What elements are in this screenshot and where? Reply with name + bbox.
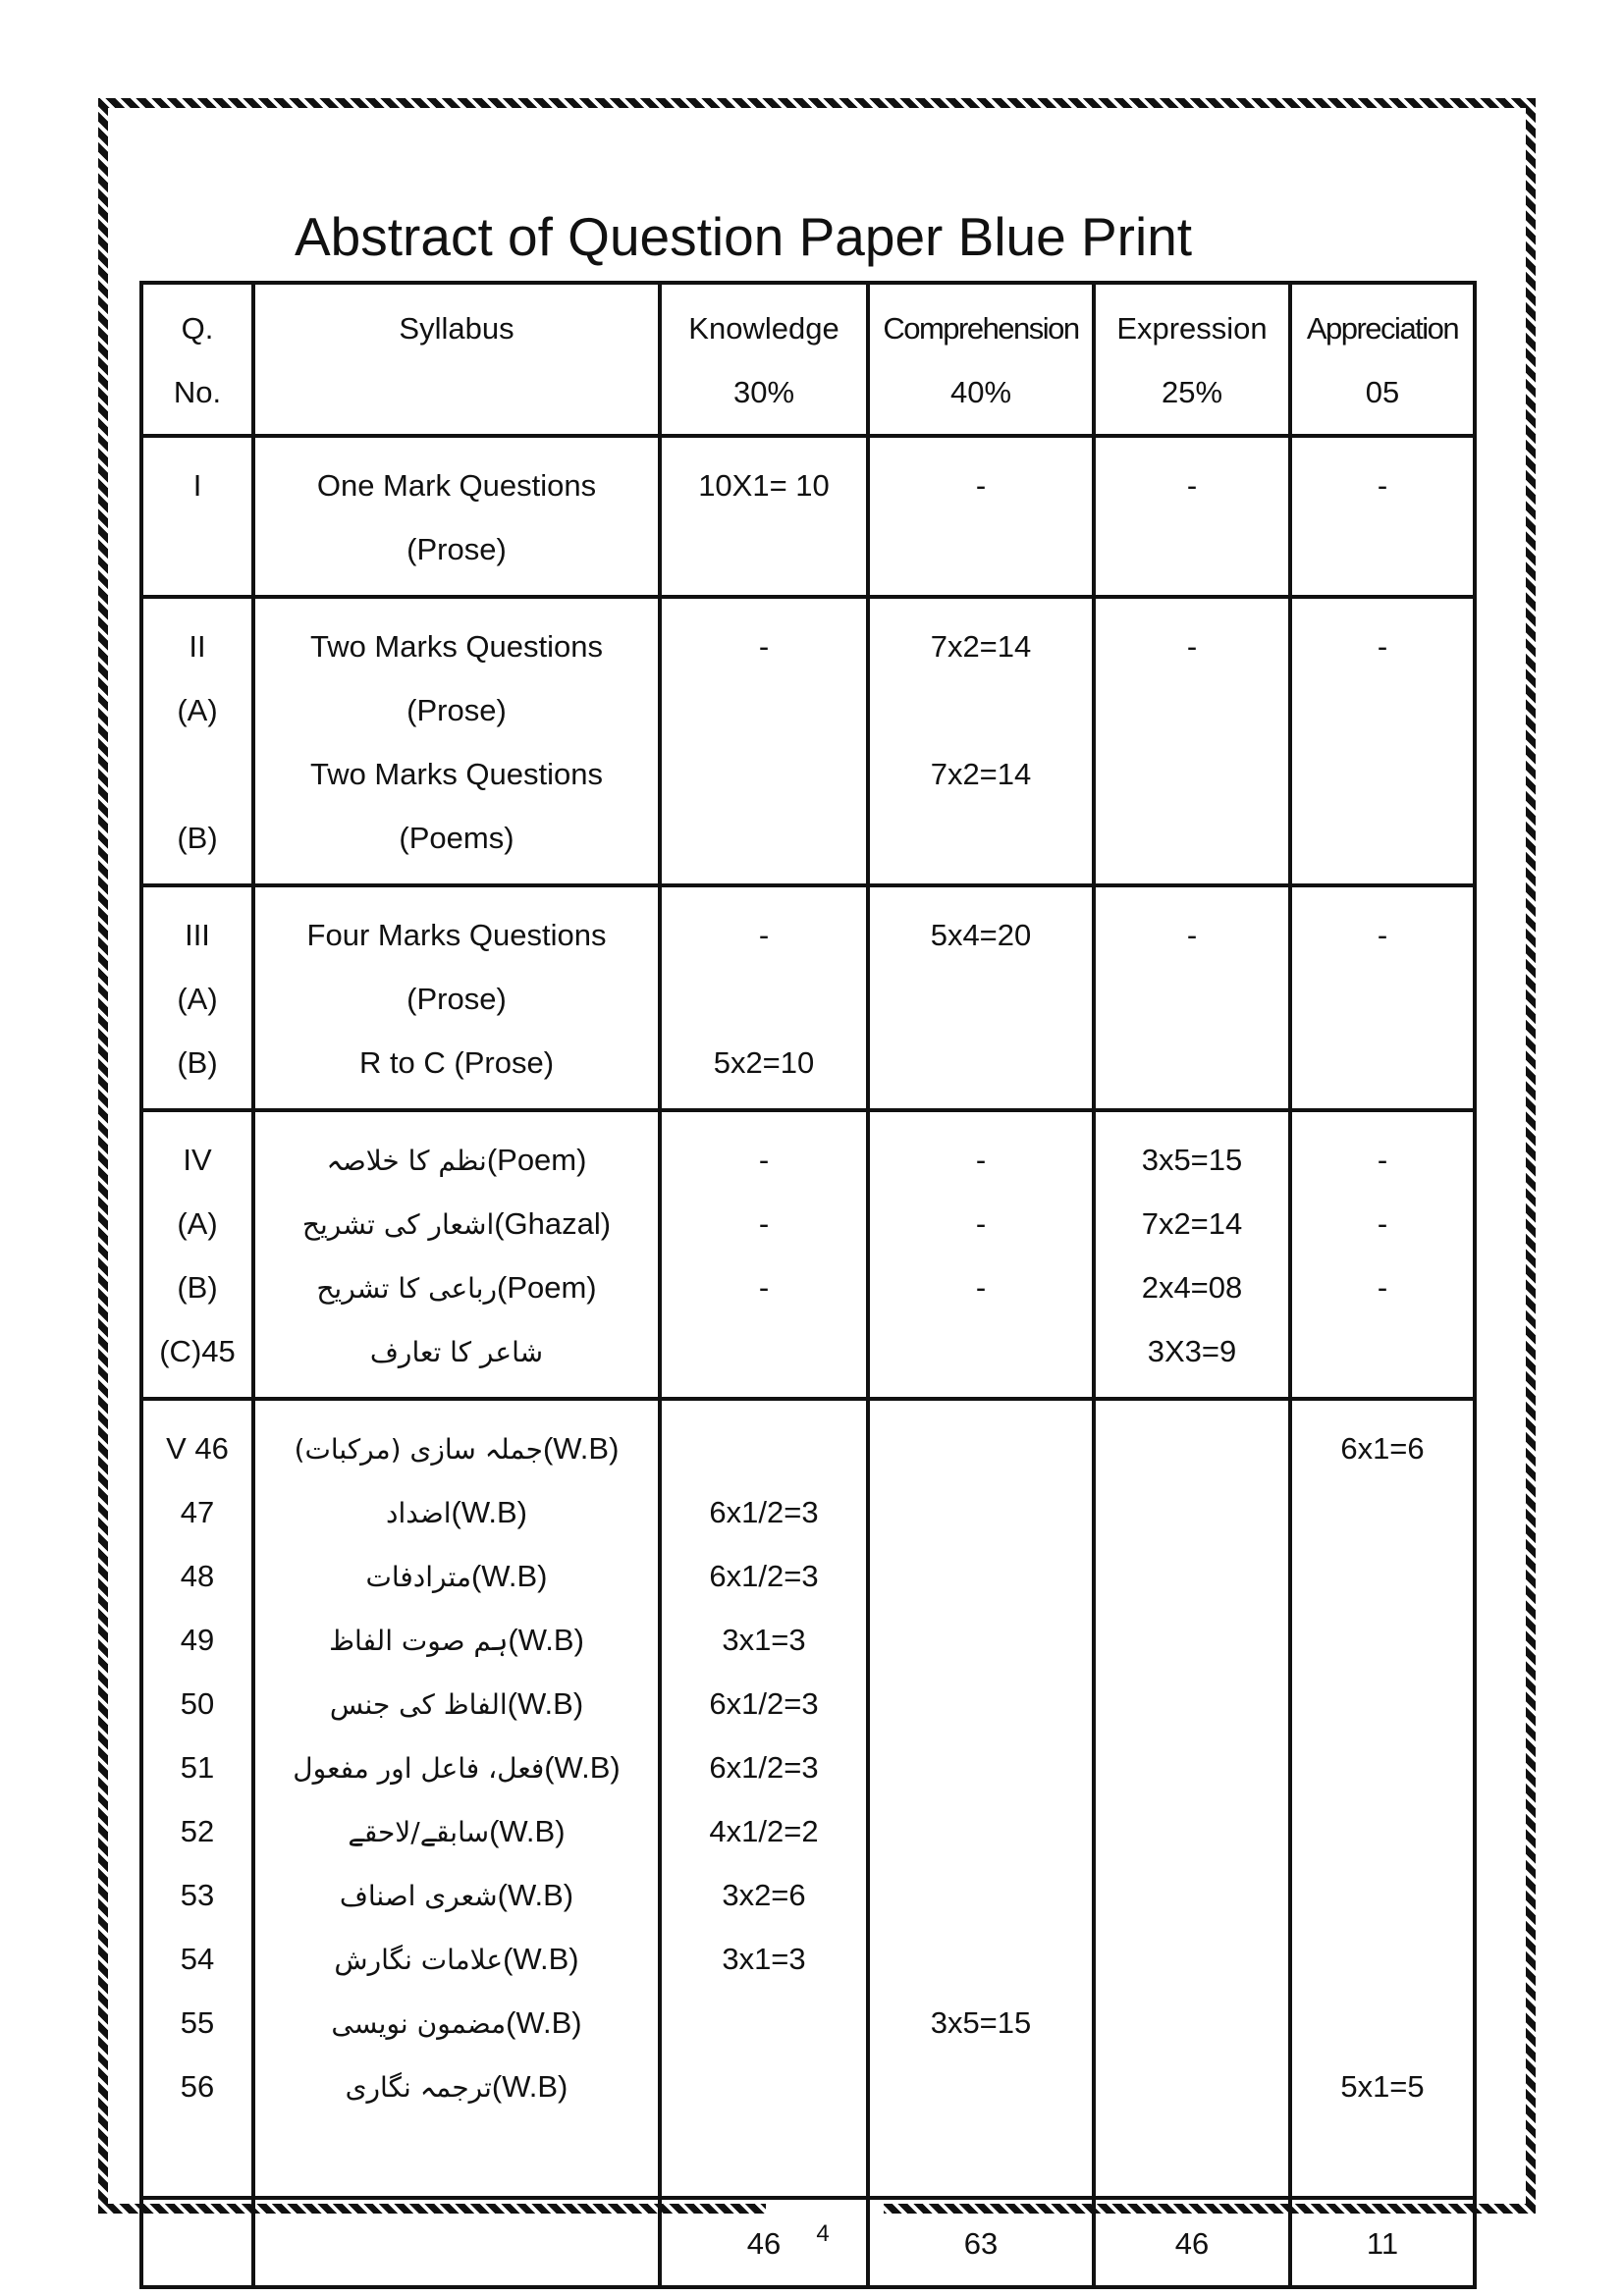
totals-row [141, 2198, 1475, 2287]
section1-appreciation-cell [1290, 436, 1475, 597]
section5-appreciation-line [1292, 1863, 1473, 1927]
urdu-topic: شعری اصناف [339, 1880, 498, 1912]
section1-expression-line: - [1186, 468, 1198, 503]
section2-knowledge-line [662, 678, 866, 742]
section4-appreciation-cell [1290, 1110, 1475, 1399]
section2-syllabus-line: Two Marks Questions [309, 629, 604, 664]
header-syllabus: Syllabus [253, 283, 660, 436]
section3-syllabus-line: (Prose) [406, 982, 507, 1016]
section5-syllabus-line [255, 1991, 658, 2055]
section5-qno-line: 47 [180, 1495, 215, 1529]
topic-source: (W.B) [497, 1878, 574, 1912]
section5-appreciation-line [1292, 1927, 1473, 1991]
section5-expression-cell [1094, 1399, 1290, 2198]
section1-row [141, 436, 1475, 597]
section5-syllabus-line [255, 1863, 658, 1927]
section5-syllabus-line [255, 2118, 658, 2182]
section5-appreciation-line: 6x1=6 [1340, 1431, 1425, 1466]
section5-appreciation-line [1292, 1480, 1473, 1544]
section4-appreciation-line [1292, 1319, 1473, 1383]
section4-expression-line: 2x4=08 [1141, 1270, 1243, 1305]
section4-row [141, 1110, 1475, 1399]
total-syllabus [253, 2198, 660, 2287]
section2-knowledge-line [662, 806, 866, 870]
section4-qno-cell [141, 1110, 253, 1399]
header-expression: Expression 25% [1094, 283, 1290, 436]
section5-row [141, 1399, 1475, 2198]
section5-expression-line [1096, 2118, 1288, 2182]
section5-expression-line [1096, 1608, 1288, 1672]
section5-syllabus-line [255, 1480, 658, 1544]
section1-expression-line [1096, 517, 1288, 581]
section3-comprehension-line [870, 967, 1092, 1031]
section4-syllabus-cell [253, 1110, 660, 1399]
urdu-topic: فعل، فاعل اور مفعول [293, 1752, 545, 1785]
section5-expression-line [1096, 1416, 1288, 1480]
section5-knowledge-cell [660, 1399, 868, 2198]
section5-knowledge-line [662, 1991, 866, 2055]
topic-source: (W.B) [508, 1623, 584, 1657]
section1-appreciation-line [1292, 517, 1473, 581]
section2-knowledge-cell [660, 597, 868, 885]
section5-comprehension-cell [868, 1399, 1094, 2198]
section2-appreciation-line [1292, 678, 1473, 742]
section1-knowledge-cell [660, 436, 868, 597]
section5-comprehension-line [870, 2055, 1092, 2118]
header-row [141, 283, 1475, 436]
section5-syllabus-line [255, 1608, 658, 1672]
section2-qno-line: (A) [177, 693, 218, 727]
section5-knowledge-line: 4x1/2=2 [709, 1814, 819, 1848]
section5-expression-line [1096, 1991, 1288, 2055]
section2-appreciation-cell [1290, 597, 1475, 885]
section5-comprehension-line [870, 1799, 1092, 1863]
section5-qno-line: 55 [180, 2005, 215, 2040]
section4-comprehension-line: - [975, 1206, 987, 1241]
total-value: 46 [1174, 2226, 1210, 2261]
header-appreciation: Appreciation 05 [1290, 283, 1475, 436]
section5-qno-line: 51 [180, 1750, 215, 1785]
section1-syllabus-line: One Mark Questions [316, 468, 597, 503]
section3-expression-line [1096, 967, 1288, 1031]
header-knowledge: Knowledge 30% [660, 283, 868, 436]
section2-appreciation-line: - [1377, 629, 1388, 664]
section3-knowledge-line: - [758, 918, 770, 952]
section3-knowledge-line: 5x2=10 [713, 1045, 815, 1080]
total-expression [1094, 2198, 1290, 2287]
topic-source: (W.B) [503, 1942, 579, 1976]
section4-expression-cell [1094, 1110, 1290, 1399]
section5-expression-line [1096, 1927, 1288, 1991]
section1-comprehension-line [870, 517, 1092, 581]
section2-expression-line [1096, 742, 1288, 806]
urdu-topic: اشعار کی تشریح [301, 1208, 495, 1241]
section4-expression-line: 3x5=15 [1141, 1143, 1243, 1177]
section2-comprehension-line [870, 678, 1092, 742]
urdu-topic: مترادفات [365, 1561, 471, 1593]
section5-qno-cell [141, 1399, 253, 2198]
total-knowledge [660, 2198, 868, 2287]
section2-expression-line: - [1186, 629, 1198, 664]
section5-syllabus-line [255, 1735, 658, 1799]
section4-appreciation-line: - [1377, 1206, 1388, 1241]
section1-expression-cell [1094, 436, 1290, 597]
section5-appreciation-line [1292, 1991, 1473, 2055]
section2-row [141, 597, 1475, 885]
section3-qno-line: (B) [177, 1045, 218, 1080]
section3-syllabus-line: Four Marks Questions [306, 918, 607, 952]
section4-knowledge-line: - [758, 1206, 770, 1241]
total-value: 11 [1366, 2226, 1399, 2261]
section5-qno-line: V 46 [166, 1431, 229, 1466]
page-title: Abstract of Question Paper Blue Print [295, 206, 1193, 267]
urdu-topic: مضمون نویسی [331, 2007, 507, 2040]
urdu-topic: ترجمہ نگاری [345, 2071, 492, 2104]
section2-comprehension-line [870, 806, 1092, 870]
section3-knowledge-cell [660, 885, 868, 1110]
section5-expression-line [1096, 1544, 1288, 1608]
topic-source: (Poem) [486, 1143, 587, 1177]
section1-qno-line: I [192, 468, 202, 503]
section5-knowledge-line: 6x1/2=3 [709, 1686, 819, 1721]
section5-knowledge-line: 6x1/2=3 [709, 1750, 819, 1785]
section5-comprehension-line: 3x5=15 [930, 2005, 1032, 2040]
section3-qno-line: III [185, 918, 210, 952]
section3-knowledge-line [662, 967, 866, 1031]
section3-expression-line [1096, 1031, 1288, 1095]
topic-source: (W.B) [542, 1431, 620, 1466]
section2-expression-cell [1094, 597, 1290, 885]
section3-expression-cell [1094, 885, 1290, 1110]
topic-source: (Poem) [497, 1270, 597, 1305]
section5-appreciation-line [1292, 1544, 1473, 1608]
section4-expression-line: 3X3=9 [1147, 1334, 1237, 1368]
section3-qno-cell [141, 885, 253, 1110]
section3-qno-line: (A) [177, 982, 218, 1016]
section3-appreciation-line [1292, 967, 1473, 1031]
section3-appreciation-cell [1290, 885, 1475, 1110]
section5-syllabus-line [255, 1672, 658, 1735]
urdu-topic: الفاظ کی جنس [329, 1688, 508, 1721]
section5-qno-line [143, 2118, 251, 2182]
topic-source: (W.B) [507, 1686, 584, 1721]
total-value: 46 [746, 2226, 782, 2261]
section5-expression-line [1096, 1863, 1288, 1927]
section4-appreciation-line: - [1377, 1143, 1388, 1177]
section3-syllabus-cell [253, 885, 660, 1110]
section5-knowledge-line: 6x1/2=3 [709, 1559, 819, 1593]
section5-qno-line: 49 [180, 1623, 215, 1657]
section5-appreciation-cell [1290, 1399, 1475, 2198]
section5-syllabus-line [255, 1927, 658, 1991]
section2-qno-cell [141, 597, 253, 885]
section4-appreciation-line: - [1377, 1270, 1388, 1305]
section2-qno-line [143, 742, 251, 806]
section2-syllabus-cell [253, 597, 660, 885]
section5-knowledge-line [662, 2055, 866, 2118]
section5-qno-line: 50 [180, 1686, 215, 1721]
urdu-topic: علامات نگارش [334, 1944, 504, 1976]
section4-knowledge-line: - [758, 1270, 770, 1305]
section5-appreciation-line [1292, 1735, 1473, 1799]
section5-expression-line [1096, 1735, 1288, 1799]
section5-qno-line: 52 [180, 1814, 215, 1848]
header-qno: Q. No. [141, 283, 253, 436]
header-comprehension: Comprehension 40% [868, 283, 1094, 436]
section5-appreciation-line: 5x1=5 [1340, 2069, 1425, 2104]
blueprint-table [139, 281, 1477, 2289]
section5-comprehension-line [870, 1735, 1092, 1799]
section2-comprehension-line: 7x2=14 [930, 629, 1032, 664]
topic-source: (W.B) [491, 2069, 568, 2104]
section4-knowledge-cell [660, 1110, 868, 1399]
section5-comprehension-line [870, 1544, 1092, 1608]
section1-knowledge-line: 10X1= 10 [698, 468, 830, 503]
section4-knowledge-line: - [758, 1143, 770, 1177]
section5-knowledge-line: 3x1=3 [722, 1942, 806, 1976]
section2-qno-line: II [189, 629, 206, 664]
section5-qno-line: 48 [180, 1559, 215, 1593]
urdu-topic: نظم کا خلاصہ [326, 1145, 487, 1177]
section5-syllabus-line [255, 2055, 658, 2118]
section1-syllabus-line: (Prose) [406, 532, 507, 566]
urdu-topic: جملہ سازی (مرکبات) [294, 1433, 543, 1466]
section5-appreciation-line [1292, 1672, 1473, 1735]
section2-qno-line: (B) [177, 821, 218, 855]
topic-source: (W.B) [489, 1814, 566, 1848]
topic-source: (W.B) [470, 1559, 548, 1593]
urdu-topic: رباعی کا تشریح [316, 1272, 497, 1305]
section1-comprehension-line: - [975, 468, 987, 503]
section2-knowledge-line: - [758, 629, 770, 664]
section1-qno-cell [141, 436, 253, 597]
section1-appreciation-line: - [1377, 468, 1388, 503]
section3-expression-line: - [1186, 918, 1198, 952]
section5-appreciation-line [1292, 1799, 1473, 1863]
section4-syllabus-line [255, 1319, 658, 1383]
section4-qno-line: IV [183, 1143, 212, 1177]
section2-syllabus-line: (Poems) [399, 821, 514, 855]
section5-comprehension-line [870, 1863, 1092, 1927]
section2-comprehension-cell [868, 597, 1094, 885]
urdu-topic: ہم صوت الفاظ [329, 1625, 509, 1657]
section5-syllabus-line [255, 1799, 658, 1863]
section5-knowledge-line [662, 2118, 866, 2182]
section1-knowledge-line [662, 517, 866, 581]
section5-comprehension-line [870, 1672, 1092, 1735]
total-value [255, 2212, 658, 2275]
section3-syllabus-line: R to C (Prose) [358, 1045, 555, 1080]
section4-comprehension-line: - [975, 1143, 987, 1177]
total-qno [141, 2198, 253, 2287]
section2-expression-line [1096, 806, 1288, 870]
urdu-topic: شاعر کا تعارف [369, 1336, 544, 1368]
section3-comprehension-line [870, 1031, 1092, 1095]
page-number: 4 [816, 2220, 830, 2247]
section4-syllabus-line [255, 1128, 658, 1192]
section4-comprehension-line [870, 1319, 1092, 1383]
section5-qno-line: 53 [180, 1878, 215, 1912]
section1-syllabus-cell [253, 436, 660, 597]
total-value: 63 [963, 2226, 999, 2261]
section5-comprehension-line [870, 1416, 1092, 1480]
section1-qno-line [143, 517, 251, 581]
urdu-topic: اضداد [386, 1497, 452, 1529]
section3-appreciation-line: - [1377, 918, 1388, 952]
section2-knowledge-line [662, 742, 866, 806]
section5-knowledge-line: 3x2=6 [722, 1878, 806, 1912]
section5-expression-line [1096, 1799, 1288, 1863]
section5-syllabus-line [255, 1416, 658, 1480]
section5-qno-line: 54 [180, 1942, 215, 1976]
section5-qno-line: 56 [180, 2069, 215, 2104]
section4-comprehension-line: - [975, 1270, 987, 1305]
topic-source: (Ghazal) [494, 1206, 612, 1241]
section3-appreciation-line [1292, 1031, 1473, 1095]
section5-syllabus-line [255, 1544, 658, 1608]
section4-knowledge-line [662, 1319, 866, 1383]
section3-comprehension-cell [868, 885, 1094, 1110]
topic-source: (W.B) [451, 1495, 527, 1529]
section4-qno-line: (B) [177, 1270, 218, 1305]
section5-syllabus-cell [253, 1399, 660, 2198]
section3-comprehension-line: 5x4=20 [930, 918, 1032, 952]
section4-expression-line: 7x2=14 [1141, 1206, 1243, 1241]
section5-comprehension-line [870, 1480, 1092, 1544]
section3-row [141, 885, 1475, 1110]
section4-qno-line: (C)45 [159, 1334, 236, 1368]
section2-expression-line [1096, 678, 1288, 742]
total-appreciation [1290, 2198, 1475, 2287]
section5-knowledge-line: 3x1=3 [722, 1623, 806, 1657]
section2-syllabus-line: (Prose) [406, 693, 507, 727]
section1-comprehension-cell [868, 436, 1094, 597]
section4-syllabus-line [255, 1255, 658, 1319]
section4-qno-line: (A) [177, 1206, 218, 1241]
section5-comprehension-line [870, 2118, 1092, 2182]
section2-syllabus-line: Two Marks Questions [309, 757, 604, 791]
section5-expression-line [1096, 1480, 1288, 1544]
section5-knowledge-line: 6x1/2=3 [709, 1495, 819, 1529]
section5-appreciation-line [1292, 2118, 1473, 2182]
topic-source: (W.B) [506, 2005, 582, 2040]
total-value [143, 2212, 251, 2275]
section5-expression-line [1096, 2055, 1288, 2118]
topic-source: (W.B) [544, 1750, 621, 1785]
section5-comprehension-line [870, 1608, 1092, 1672]
section5-knowledge-line [662, 1416, 866, 1480]
total-comprehension [868, 2198, 1094, 2287]
section5-expression-line [1096, 1672, 1288, 1735]
urdu-topic: سابقے/لاحقے [348, 1816, 490, 1848]
section2-comprehension-line: 7x2=14 [930, 757, 1032, 791]
section5-appreciation-line [1292, 1608, 1473, 1672]
section2-appreciation-line [1292, 806, 1473, 870]
section4-comprehension-cell [868, 1110, 1094, 1399]
section4-syllabus-line [255, 1192, 658, 1255]
section5-comprehension-line [870, 1927, 1092, 1991]
section2-appreciation-line [1292, 742, 1473, 806]
